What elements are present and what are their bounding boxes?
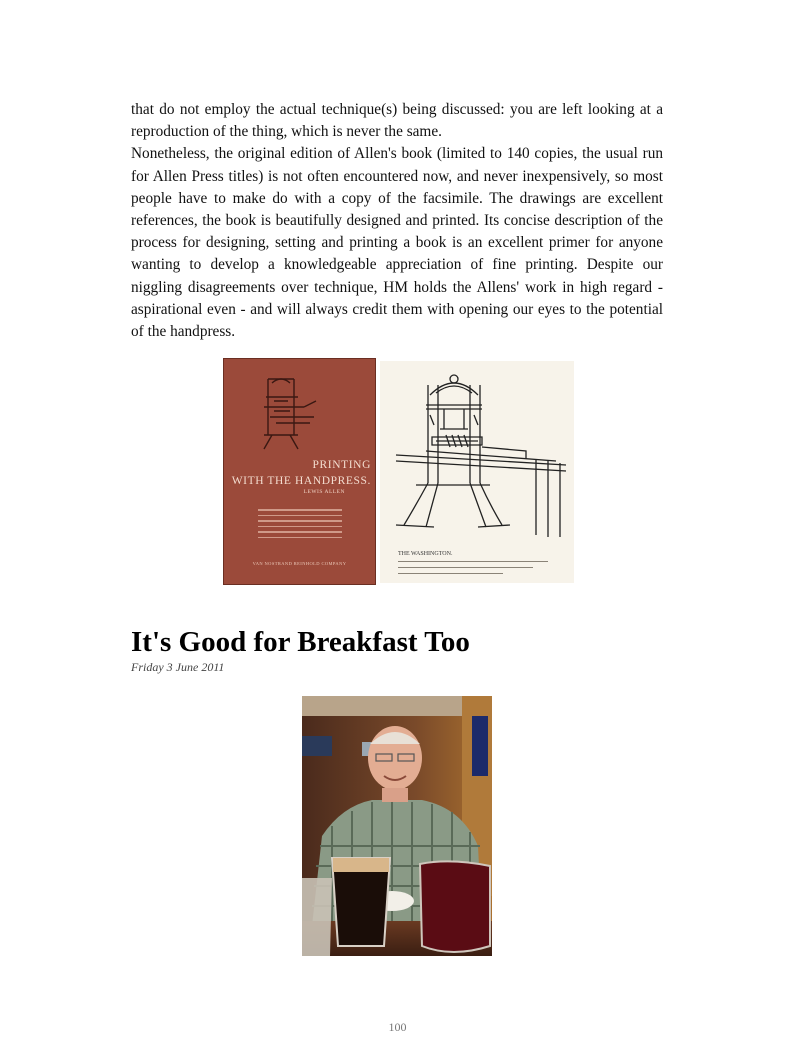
article-text — [131, 99, 663, 343]
paragraph: Nonetheless, the original edition of Allen's book (limited to 140 copies, the usual run for Allen Press titles) is not often encountered now, and never inexpensively, so most people have to make do with a copy of the facsimile. The drawings are excellent references, the book is beautifully designed and printed. Its concise description of the process for designing, setting and printing a book is an excellent primer for anyone wanting to develop a knowledgeable appreciation of fine printing. Despite our niggling disagreements over technique, HM holds the Allens' work in high regard - aspirational even - and will always credit them with opening our eyes to the potential of the handpress. — [131, 145, 663, 341]
book-cover-image — [223, 358, 376, 585]
paragraph: that do not employ the actual technique(s) being discussed: you are left looking at a reproduction of the thing, which is never the same. — [131, 101, 663, 141]
washington-press-engraving — [386, 365, 572, 545]
plate-caption: THE WASHINGTON. — [398, 551, 453, 557]
photo-image — [302, 696, 492, 956]
handpress-sketch-icon — [254, 373, 324, 453]
cover-title: PRINTING WITH THE HANDPRESS. — [231, 459, 371, 487]
page-number: 100 — [388, 1020, 407, 1034]
post-date: Friday 3 June 2011 — [131, 660, 225, 674]
post-title: It's Good for Breakfast Too — [131, 626, 470, 658]
cover-publisher: VAN NOSTRAND REINHOLD COMPANY — [252, 561, 347, 566]
book-figure — [222, 357, 574, 587]
washington-press-plate — [380, 361, 574, 583]
breakfast-photo — [302, 696, 492, 956]
plate-caption-text — [398, 561, 548, 579]
cover-blurb — [258, 509, 342, 542]
cover-author: LEWIS ALLEN — [303, 489, 345, 495]
